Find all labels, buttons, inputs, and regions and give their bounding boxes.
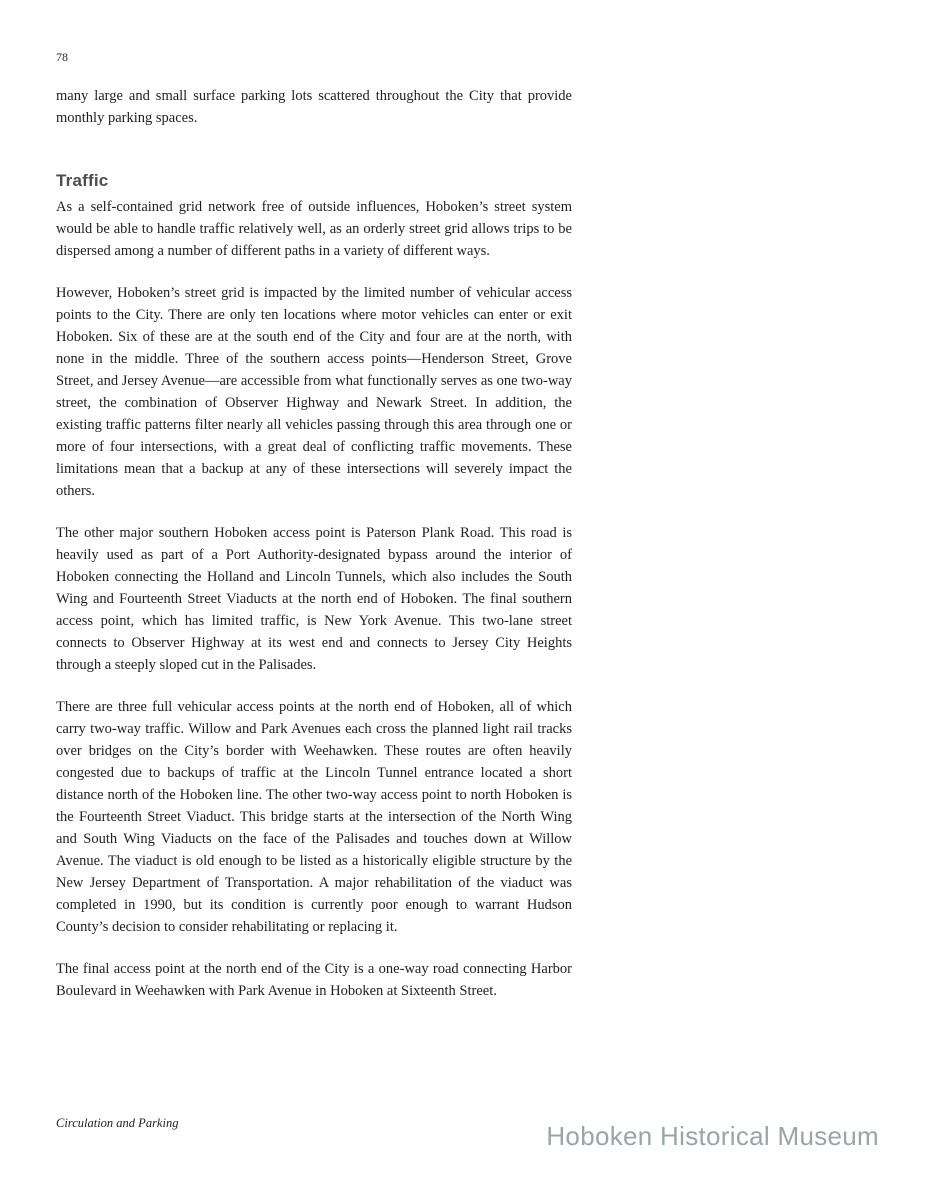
- text-column: [56, 0, 572, 1022]
- footer-running-title: Circulation and Parking: [56, 1116, 179, 1130]
- paragraph-3: The other major southern Hoboken access point is Paterson Plank Road. This road is heavily used as part of a Port Authority-designated bypass around the interior of Hoboken connecting the Holland and Lincoln Tunnels, which also includes the South Wing and Fourteenth Street Viaducts at the north end of Hoboken. The final southern access point, which has limited traffic, is New York Avenue. This two-lane street connects to Observer Highway at its west end and connects to Jersey City Heights through a steeply sloped cut in the Palisades.: [56, 525, 572, 673]
- paragraph-5: The final access point at the north end of the City is a one-way road connecting Harbor Boulevard in Weehawken with Park Avenue in Hoboken at Sixteenth Street.: [56, 961, 572, 999]
- watermark-hoboken-historical-museum: Hoboken Historical Museum: [546, 1121, 879, 1151]
- paragraph-2: However, Hoboken’s street grid is impacted by the limited number of vehicular access points to the City. There are only ten locations where motor vehicles can enter or exit Hoboken. Six of these are at the south end of the City and four are at the north, with none in the middle. Three of the southern access points—Henderson Street, Grove Street, and Jersey Avenue—are accessible from what functionally serves as one two-way street, the combination of Observer Highway and Newark Street. In addition, the existing traffic patterns filter nearly all vehicles passing through this area through one or more of four intersections, with a great deal of conflicting traffic movements. These limitations mean that a backup at any of these intersections will severely impact the others.: [56, 285, 572, 499]
- paragraph-1: As a self-contained grid network free of outside influences, Hoboken’s street system would be able to handle traffic relatively well, as an orderly street grid allows trips to be dispersed among a number of different paths in a variety of different ways.: [56, 199, 572, 259]
- paragraph-intro-continuation: many large and small surface parking lots scattered throughout the City that provide monthly parking spaces.: [56, 88, 572, 126]
- paragraph-4: There are three full vehicular access points at the north end of Hoboken, all of which carry two-way traffic. Willow and Park Avenues each cross the planned light rail tracks over bridges on the City’s border with Weehawken. These routes are often heavily congested due to backups of traffic at the Lincoln Tunnel entrance located a short distance north of the Hoboken line. The other two-way access point to north Hoboken is the Fourteenth Street Viaduct. This bridge starts at the intersection of the North Wing and South Wing Viaducts on the face of the Palisades and touches down at Willow Avenue. The viaduct is old enough to be listed as a historically eligible structure by the New Jersey Department of Transportation. A major rehabilitation of the viaduct was completed in 1990, but its condition is currently poor enough to warrant Hudson County’s decision to consider rehabilitating or replacing it.: [56, 699, 572, 935]
- page-number: 78: [56, 50, 68, 64]
- section-heading-traffic: Traffic: [56, 171, 109, 190]
